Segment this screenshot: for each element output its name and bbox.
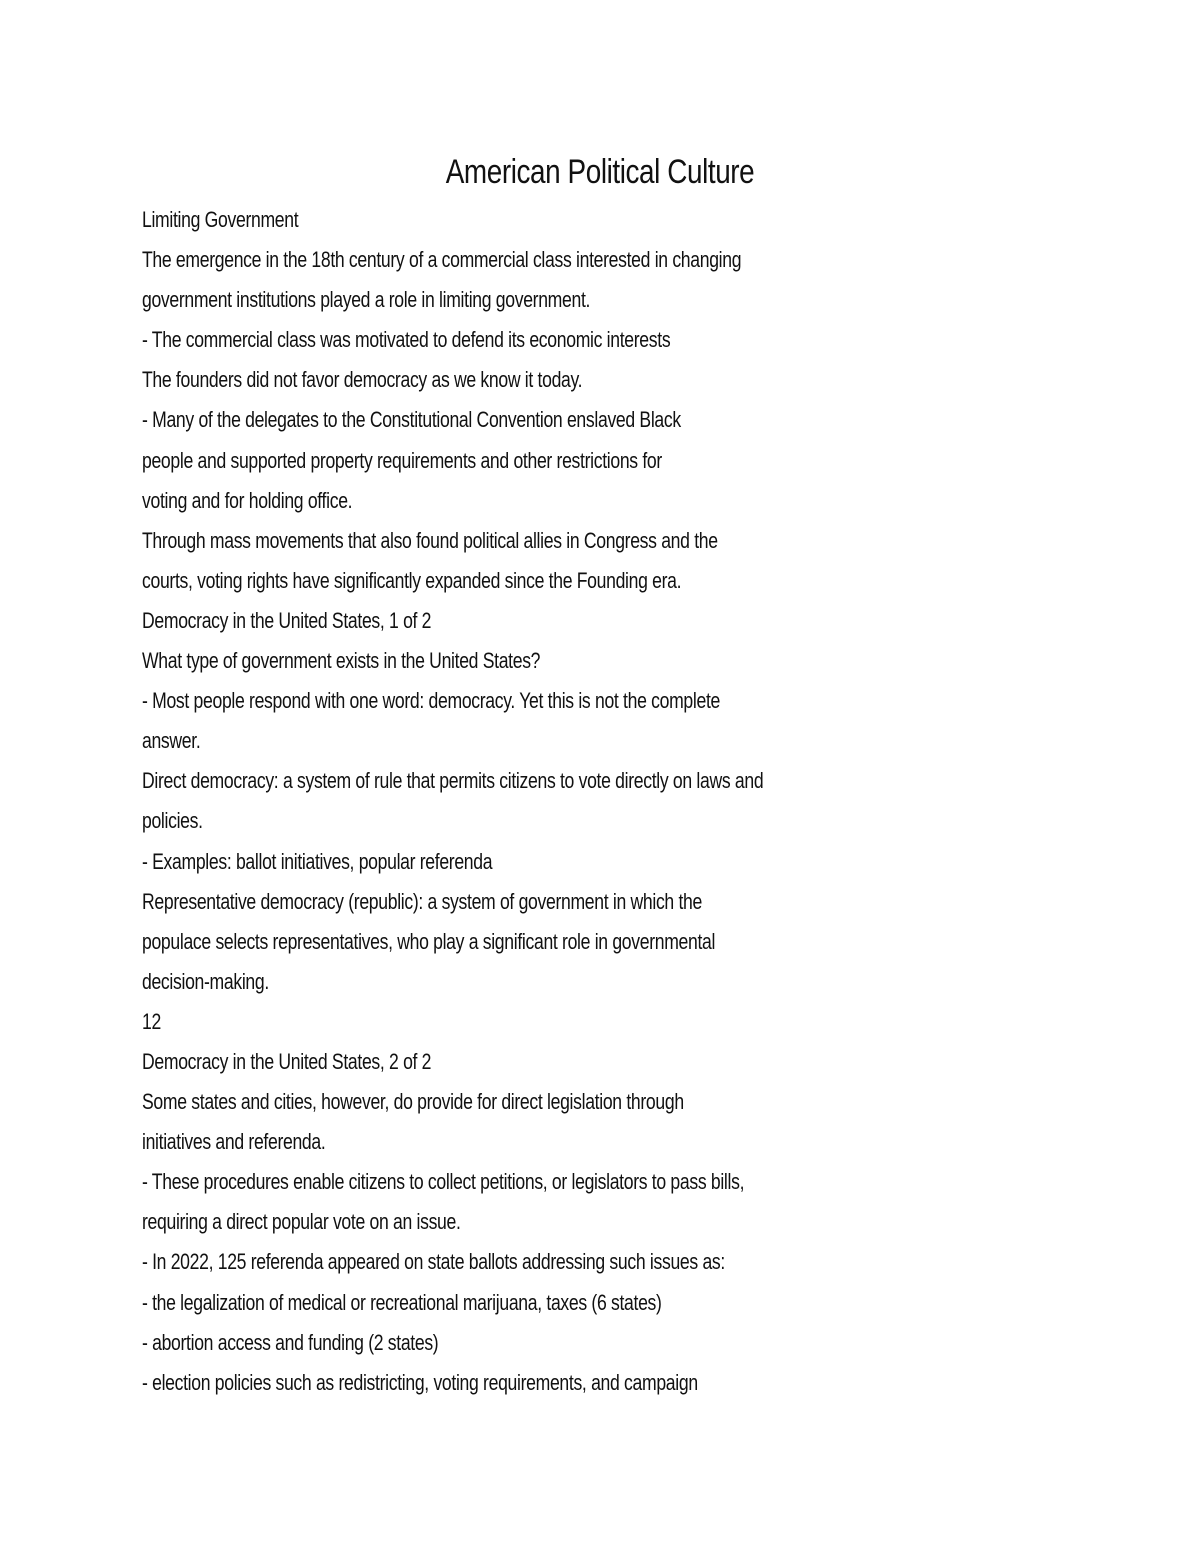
text-line: The emergence in the 18th century of a commercial class interested in changing: [142, 247, 742, 273]
text-line: What type of government exists in the United States?: [142, 648, 541, 674]
text-line: The founders did not favor democracy as we know it today.: [142, 367, 583, 393]
text-line: - The commercial class was motivated to defend its economic interests: [142, 327, 671, 353]
text-line: initiatives and referenda.: [142, 1129, 326, 1155]
text-line: Some states and cities, however, do provide for direct legislation through: [142, 1089, 684, 1115]
text-line: populace selects representatives, who play a significant role in governmental: [142, 928, 716, 954]
text-line: Representative democracy (republic): a system of government in which the: [142, 888, 702, 914]
text-line: Direct democracy: a system of rule that permits citizens to vote directly on laws and: [142, 768, 764, 794]
text-line: Democracy in the United States, 1 of 2: [142, 607, 432, 633]
text-line: Democracy in the United States, 2 of 2: [142, 1048, 432, 1074]
text-line: policies.: [142, 808, 203, 834]
document-body: [142, 200, 1042, 1403]
text-line: - the legalization of medical or recreational marijuana, taxes (6 states): [142, 1289, 662, 1315]
text-line: decision-making.: [142, 968, 269, 994]
text-line: 12: [142, 1008, 161, 1034]
text-line: answer.: [142, 728, 201, 754]
text-line: - These procedures enable citizens to collect petitions, or legislators to pass bills,: [142, 1169, 745, 1195]
text-line: requiring a direct popular vote on an issue.: [142, 1209, 461, 1235]
text-line: Limiting Government: [142, 207, 299, 232]
text-line: voting and for holding office.: [142, 487, 353, 513]
text-line: - Most people respond with one word: democracy. Yet this is not the complete: [142, 688, 720, 714]
page-title: American Political Culture: [445, 153, 755, 191]
text-line: Through mass movements that also found political allies in Congress and the: [142, 527, 718, 553]
text-line: - abortion access and funding (2 states): [142, 1329, 439, 1355]
text-line: people and supported property requirements and other restrictions for: [142, 447, 662, 473]
text-line: - election policies such as redistricting, voting requirements, and campaign: [142, 1369, 698, 1395]
text-line: - In 2022, 125 referenda appeared on state ballots addressing such issues as:: [142, 1249, 725, 1275]
text-line: - Examples: ballot initiatives, popular referenda: [142, 848, 493, 874]
text-line: - Many of the delegates to the Constitutional Convention enslaved Black: [142, 407, 681, 433]
text-line: courts, voting rights have significantly expanded since the Founding era.: [142, 567, 682, 593]
text-line: government institutions played a role in limiting government.: [142, 287, 591, 313]
